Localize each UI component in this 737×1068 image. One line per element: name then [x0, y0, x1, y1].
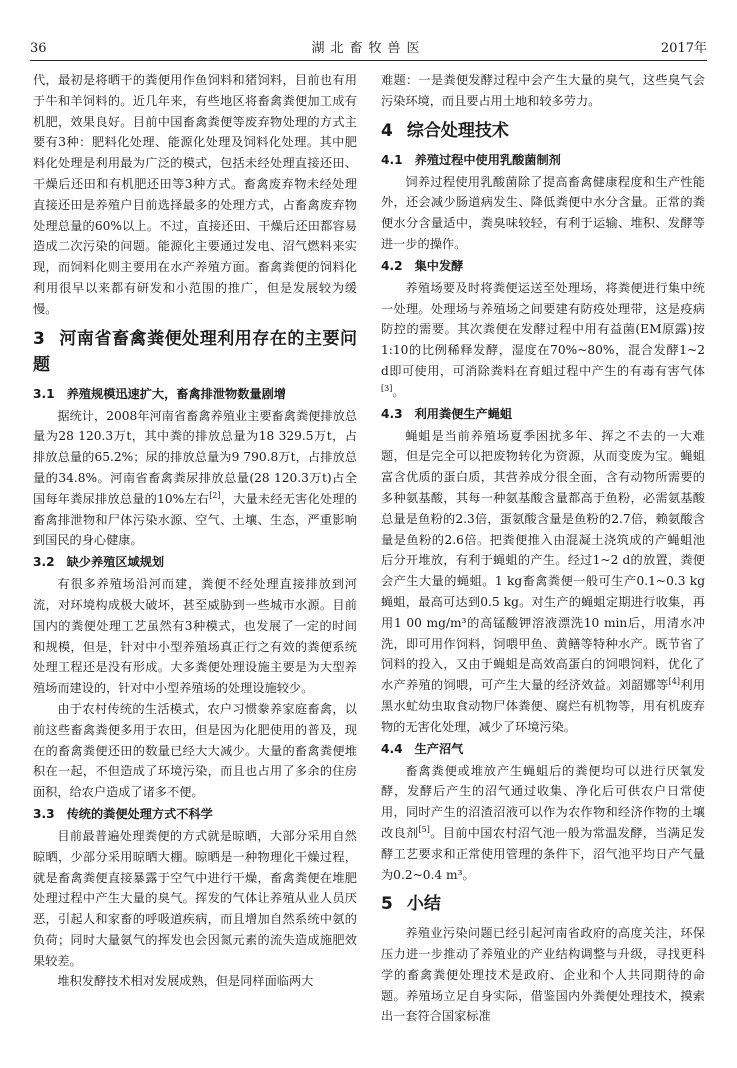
paragraph-text: 蝇蛆是当前养殖场夏季困扰多年、挥之不去的一大难题，但是完全可以把废物转化为资源，从而变废为宝。蝇蛆富含优质的蛋白质，其营养成分很全面，含有动物所需要的多种氨基酸，其每一种氨基酸含量都高于鱼粉，必需氨基酸总量是鱼粉的2.3倍，蛋氨酸含量是鱼粉的2.7倍，赖氨酸含量是鱼粉的2.6倍。把粪便推入由混凝土浇筑成的产蝇蛆池后分开堆放，有利于蝇蛆的产生。经过1~2 d的放置，粪便会产生大量的蝇蛆。1 kg畜禽粪便一般可生产0.1~0.3 kg蝇蛆，最高可达到0.5 kg。对生产的蝇蛆定期进行收集，再用1 00 mg/m³的高锰酸钾溶液漂洗10 min后，用清水冲洗，即可用作饲料，饲喂甲鱼、黄鳝等特种水产。既节省了饲料的投入，又由于蝇蛆是高效高蛋白的饲喂饲料，优化了水产养殖的饲喂，可产生大量的经济效益。刘韶娜等 — [381, 428, 705, 693]
citation: [4] — [668, 677, 680, 687]
section-5-heading — [381, 891, 705, 917]
subsection-4-2-paragraph — [381, 278, 705, 403]
page-number: 36 — [30, 41, 47, 56]
paragraph-text: ，大量未经无害化处理的畜禽排泄物和尸体污染水源、空气、土壤、生态，严重影响到国民的身心健康。 — [33, 491, 357, 548]
intro-paragraph: 代，最初是将晒干的粪便用作鱼饲料和猪饲料，目前也有用于牛和羊饲料的。近几年来，有些地区将畜禽粪便加工成有机肥，效果良好。目前中国畜禽粪便等废弃物处理的方式主要有3种：肥料化处理、能源化处理及饲料化处理。其中肥料化处理是利用最为广泛的模式，包括未经处理直接还田、干燥后还田和有机肥还田等3种方式。畜禽废弃物未经处理直接还田是养殖户目前选择最多的处理方式，占畜禽废弃物处理总量的60%以上。不过，直接还田、干燥后还田都容易造成二次污染的问题。能源化主要通过发电、沼气燃料来实现，而饲料化则主要用在水产养殖方面。畜禽粪便的饲料化利用很早以来都有研发和小范围的推广，但是发展较为缓慢。 — [33, 73, 357, 316]
section-title: 小结 — [406, 894, 441, 915]
citation: [2] — [209, 490, 221, 500]
subsection-number: 4.2 — [381, 258, 403, 273]
subsection-3-3-paragraph-2: 堆积发酵技术相对发展成熟，但是同样面临两大 — [57, 974, 314, 989]
paragraph-text: 据统计，2008年河南省畜禽养殖业主要畜禽粪便排放总量为28 120.3万t，其中粪的排放总量为18 329.5万t，占排放总量的65.2%；尿的排放总量为9 790.8万t，占排放总量的34.8%。河南省畜禽粪尿排放总量(28 120.3万t)占全国每年粪尿排放总量的10%左右 — [33, 408, 357, 506]
subsection-3-1-paragraph — [33, 406, 357, 552]
subsection-number: 3.3 — [33, 806, 55, 821]
subsection-number: 4.3 — [381, 406, 403, 421]
subsection-3-2-heading — [33, 552, 357, 573]
subsection-4-1-heading — [381, 150, 705, 171]
paragraph-text: 。 — [392, 384, 405, 399]
subsection-title: 缺少养殖区域规划 — [66, 555, 165, 570]
subsection-number: 4.1 — [381, 152, 403, 167]
citation: [5] — [418, 824, 430, 834]
section-number: 5 — [381, 894, 393, 915]
paragraph-text: 畜禽粪便或堆放产生蝇蛆后的粪便均可以进行厌氧发酵，发酵后产生的沼气通过收集、净化后可供农户日常使用，同时产生的沼渣沼液可以作为农作物和经济作物的土壤改良剂 — [381, 763, 705, 840]
subsection-number: 4.4 — [381, 741, 403, 756]
subsection-number: 3.1 — [33, 386, 55, 401]
section-title: 河南省畜禽粪便处理利用存在的主要问题 — [33, 328, 357, 375]
subsection-title: 养殖过程中使用乳酸菌制剂 — [414, 152, 561, 167]
subsection-4-1-paragraph: 饲养过程使用乳酸菌除了提高畜禽健康程度和生产性能外，还会减少肠道病发生、降低粪便中水分含量。正常的粪便水分含量适中，粪臭味较轻，有利于运输、堆积、发酵等进一步的操作。 — [381, 174, 705, 251]
section-3-heading — [33, 326, 357, 378]
right-column — [381, 70, 705, 1055]
running-header — [30, 38, 707, 61]
section-5-paragraph: 养殖业污染问题已经引起河南省政府的高度关注，环保压力进一步推动了养殖业的产业结构调整与升级，寻找更科学的畜禽粪便处理技术是政府、企业和个人共同期待的命题。养殖场立足自身实际，借鉴国内外粪便处理技术，摸索出一套符合国家标准 — [381, 926, 705, 1024]
subsection-4-2-heading — [381, 256, 705, 277]
subsection-title: 生产沼气 — [414, 741, 464, 756]
subsection-title: 养殖规模迅速扩大，畜禽排泄物数量剧增 — [66, 386, 286, 401]
subsection-title: 集中发酵 — [414, 258, 464, 273]
subsection-title: 传统的粪便处理方式不科学 — [66, 806, 213, 821]
publication-year: 2017年 — [660, 41, 707, 56]
section-number: 3 — [33, 328, 45, 349]
subsection-4-4-heading — [381, 739, 705, 760]
section-4-heading — [381, 118, 705, 144]
journal-name: 湖北畜牧兽医 — [311, 41, 426, 56]
paragraph-text: 利用黑水虻幼虫取食动物尸体粪便、腐烂有机物等，用有机废弃物的无害化处理，减少了环境污染。 — [381, 678, 705, 734]
subsection-3-3-paragraph-1: 目前最普遍处理粪便的方式就是晾晒，大部分采用自然晾晒，少部分采用晾晒大棚。晾晒是一种物理化干燥过程，就是畜禽粪便直接暴露于空气中进行干燥，畜禽粪便在堆肥处理过程中产生大量的臭气。挥发的气体让养殖从业人员厌恶，引起人和家畜的呼吸道疾病，而且增加自然系统中氨的负荷；同时大量氨气的挥发也会因氮元素的流失造成施肥效果较差。 — [33, 828, 357, 968]
continued-paragraph: 难题：一是粪便发酵过程中会产生大量的臭气，这些臭气会污染环境，而且要占用土地和较多劳力。 — [381, 73, 705, 108]
subsection-4-3-heading — [381, 404, 705, 425]
subsection-3-3-heading — [33, 804, 357, 825]
subsection-3-2-paragraph-1: 有很多养殖场沿河而建，粪便不经处理直接排放到河流，对环境构成极大破坏，甚至威胁到一些城市水源。目前国内的粪便处理工艺虽然有3种模式，也发展了一定的时间和规模，但是，针对中小型养殖场真正行之有效的粪便系统处理工程还是没有形成。大多粪便处理设施主要是为大型养殖场而建设的，针对中小型养殖场的处理设施较少。 — [33, 577, 357, 696]
subsection-3-1-heading — [33, 384, 357, 405]
left-column — [33, 70, 357, 1055]
subsection-4-3-paragraph — [381, 426, 705, 738]
citation: [3] — [381, 383, 393, 393]
subsection-title: 利用粪便生产蝇蛆 — [414, 406, 513, 421]
paragraph-text: 。目前中国农村沼气池一般为常温发酵，当满足发酵工艺要求和正常使用管理的条件下，沼气池平均日产气量为0.2~0.4 m³。 — [381, 825, 705, 882]
section-title: 综合处理技术 — [406, 120, 509, 141]
section-number: 4 — [381, 120, 393, 141]
subsection-3-2-paragraph-2: 由于农村传统的生活模式，农户习惯豢养家庭畜禽，以前这些畜禽粪便多用于农田，但是因为化肥使用的普及，现在的畜禽粪便还田的数量已经大大减少。大量的畜禽粪便堆积在一起，不但造成了环境污染，而且也占用了多余的住房面积，给农户造成了诸多不便。 — [33, 701, 357, 800]
paragraph-text: 养殖场要及时将粪便运送至处理场，将粪便进行集中统一处理。处理场与养殖场之间要建有防疫处理带，这是疫病防控的需要。其次粪便在发酵过程中用有益菌(EM原露)按1:10的比例稀释发酵，湿度在70%~80%，混合发酵1~2 d即可使用，可消除粪料在育蛆过程中产生的有毒有害气体 — [381, 280, 705, 378]
subsection-4-4-paragraph — [381, 761, 705, 886]
subsection-number: 3.2 — [33, 555, 55, 570]
